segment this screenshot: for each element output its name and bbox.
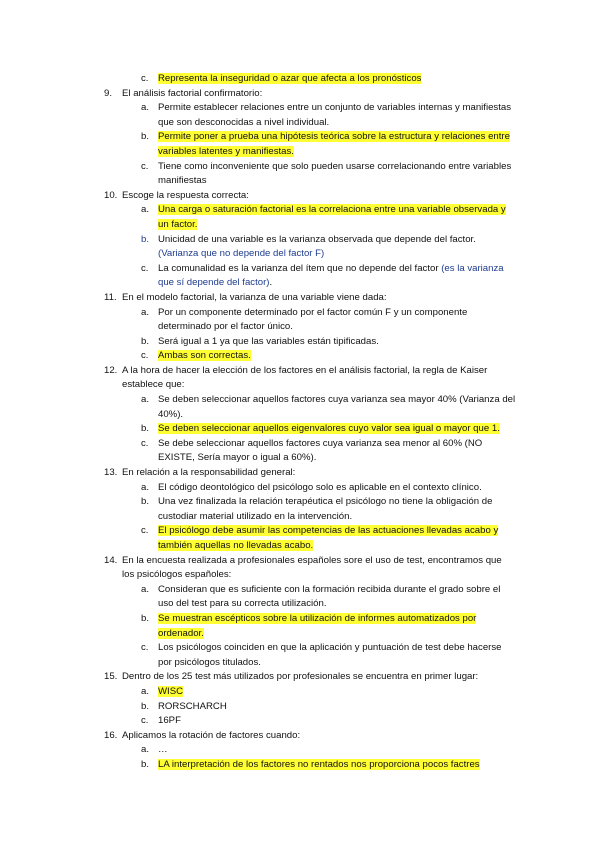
answer-option-highlighted xyxy=(141,758,516,773)
answer-text xyxy=(158,102,511,128)
option-text-segment: LA interpretación de los factores no rentados nos proporciona pocos factres xyxy=(158,758,480,770)
question-text: Dentro de los 25 test más utilizados por profesionales se encuentra en primer lugar: xyxy=(122,671,479,683)
question xyxy=(104,364,516,393)
option-letter: c. xyxy=(141,437,149,449)
option-text xyxy=(158,524,516,553)
answer-text xyxy=(158,307,467,333)
answer-text xyxy=(158,161,511,187)
option-text-segment: Una carga o saturación factorial es la correlaciona entre una variable observada y un factor. xyxy=(158,204,506,230)
option-text-segment: Ambas son correctas. xyxy=(158,350,251,362)
highlighted-answer-text xyxy=(158,613,476,639)
answer-option-highlighted xyxy=(141,203,516,232)
question xyxy=(104,729,516,744)
option-text-segment: La comunalidad es la varianza del ítem que no depende del factor xyxy=(158,262,442,274)
question-number: 11. xyxy=(104,291,117,303)
highlighted-answer-text xyxy=(158,204,506,230)
option-text xyxy=(158,262,516,291)
option-text-segment: Una vez finalizada la relación terapéutica el psicólogo no tiene la obligación de custodiar material utilizado en la intervención. xyxy=(158,496,493,522)
question-number: 12. xyxy=(104,364,118,376)
question xyxy=(104,466,516,481)
option-letter: b. xyxy=(141,612,150,624)
option-text-segment: Tiene como inconveniente que solo pueden usarse correlacionando entre variables manifiestas xyxy=(158,160,512,187)
answer-option xyxy=(141,481,516,496)
option-letter: b. xyxy=(141,423,150,435)
option-text-segment: Permite establecer relaciones entre un conjunto de variables internas y manifiestas que son desconocidas a nivel individual. xyxy=(158,102,512,128)
answer-option xyxy=(141,393,516,422)
option-letter: a. xyxy=(141,685,150,697)
answer-option-highlighted xyxy=(141,612,516,641)
answer-text xyxy=(158,642,501,668)
answer-option-highlighted xyxy=(141,72,516,87)
answer-text xyxy=(158,744,168,755)
question-text: En el modelo factorial, la varianza de una variable viene dada: xyxy=(122,291,387,303)
answer-option-highlighted xyxy=(141,685,516,700)
highlighted-answer-text xyxy=(158,73,421,84)
option-text-segment: El psicólogo debe asumir las competencias de las actuaciones llevadas acabo y también aquellas no llevadas acabo. xyxy=(158,525,499,551)
option-text-segment: RORSCHARCH xyxy=(158,700,227,712)
option-text-segment: Consideran que es suficiente con la formación recibida durante el grado sobre el uso del test para su correcta utilización. xyxy=(158,583,501,610)
answer-option xyxy=(141,714,516,729)
question-text: En relación a la responsabilidad general: xyxy=(122,467,296,479)
option-letter: c. xyxy=(141,73,149,84)
highlighted-answer-text xyxy=(158,686,183,697)
answer-option xyxy=(141,101,516,130)
option-text xyxy=(158,393,516,422)
option-text xyxy=(158,481,516,496)
answer-option xyxy=(141,306,516,335)
answer-option xyxy=(141,437,516,466)
answer-text xyxy=(158,482,482,493)
answer-option xyxy=(141,233,516,262)
option-text xyxy=(158,233,516,262)
answer-option-highlighted xyxy=(141,130,516,159)
option-text xyxy=(158,335,516,350)
option-text xyxy=(158,101,516,130)
option-text-segment: Permite poner a prueba una hipótesis teórica sobre la estructura y relaciones entre variables latentes y manifiestas. xyxy=(158,131,510,157)
answer-text xyxy=(158,715,181,726)
option-text-segment: 16PF xyxy=(158,715,181,727)
option-letter: a. xyxy=(141,204,150,216)
option-letter: b. xyxy=(141,758,150,770)
answer-option xyxy=(141,262,516,291)
answer-option xyxy=(141,335,516,350)
option-text xyxy=(158,743,516,758)
highlighted-answer-text xyxy=(158,759,480,770)
option-text-segment: Por un componente determinado por el factor común F y un componente determinado por el factor único. xyxy=(158,306,468,333)
option-text-segment: Se debe seleccionar aquellos factores cuya varianza sea menor al 60% (NO EXISTE, Sería mayor o igual a 60%). xyxy=(158,437,483,464)
option-text-segment: El código deontológico del psicólogo solo es aplicable en el contexto clínico. xyxy=(158,481,482,493)
option-text-segment: Se deben seleccionar aquellos factores cuya varianza sea mayor 40% (Varianza del 40%). xyxy=(158,394,516,420)
option-letter: a. xyxy=(141,102,150,114)
highlighted-answer-text xyxy=(158,350,251,361)
option-text xyxy=(158,72,516,87)
question xyxy=(104,670,516,685)
option-letter: c. xyxy=(141,715,149,727)
question-text: El análisis factorial confirmatorio: xyxy=(122,87,263,99)
answer-option-highlighted xyxy=(141,422,516,437)
option-letter: b. xyxy=(141,131,150,143)
question-number: 10. xyxy=(104,189,118,201)
question xyxy=(104,87,516,102)
answer-text xyxy=(158,263,504,289)
answer-text xyxy=(158,336,379,347)
option-text xyxy=(158,685,516,700)
option-letter: c. xyxy=(141,350,149,362)
question-number: 16. xyxy=(104,729,118,741)
highlighted-answer-text xyxy=(158,525,498,551)
answer-text xyxy=(158,394,515,420)
answer-text xyxy=(158,234,476,260)
option-letter: c. xyxy=(141,160,149,172)
option-letter: b. xyxy=(141,335,150,347)
answer-option-highlighted xyxy=(141,349,516,364)
option-text xyxy=(158,700,516,715)
answer-text xyxy=(158,584,500,610)
answer-option xyxy=(141,583,516,612)
option-letter: a. xyxy=(141,394,150,406)
answer-text xyxy=(158,701,227,712)
option-text xyxy=(158,583,516,612)
option-letter: a. xyxy=(141,583,150,595)
option-letter: a. xyxy=(141,306,150,318)
option-text xyxy=(158,758,516,773)
option-text-segment: Se deben seleccionar aquellos eigenvalores cuyo valor sea igual o mayor que 1. xyxy=(158,423,500,435)
option-letter: c. xyxy=(141,525,149,537)
answer-text xyxy=(158,496,492,522)
exam-question-list xyxy=(104,72,516,773)
answer-option xyxy=(141,160,516,189)
option-text-segment: Unicidad de una variable es la varianza observada que depende del factor. xyxy=(158,233,476,245)
option-letter: a. xyxy=(141,744,150,756)
answer-option xyxy=(141,641,516,670)
question-number: 14. xyxy=(104,554,118,566)
question-text: A la hora de hacer la elección de los factores en el análisis factorial, la regla de Kaiser establece que: xyxy=(122,364,488,391)
question-text: Aplicamos la rotación de factores cuando: xyxy=(122,729,301,741)
option-letter: c. xyxy=(141,642,149,654)
answer-text xyxy=(158,438,482,464)
option-text xyxy=(158,495,516,524)
option-text-segment: WISC xyxy=(158,685,184,697)
option-text-segment: Se muestran escépticos sobre la utilización de informes automatizados por ordenador. xyxy=(158,612,477,639)
question xyxy=(104,291,516,306)
option-text-segment: Será igual a 1 ya que las variables están tipificadas. xyxy=(158,335,379,347)
answer-option xyxy=(141,495,516,524)
option-text xyxy=(158,160,516,189)
option-text xyxy=(158,422,516,437)
option-text-segment: . xyxy=(269,277,273,289)
option-text-segment: Los psicólogos coinciden en que la aplicación y puntuación de test debe hacerse por psicólogos titulados. xyxy=(158,642,502,668)
question-text: Escoge la respuesta correcta: xyxy=(122,189,249,201)
option-text xyxy=(158,612,516,641)
highlighted-answer-text xyxy=(158,423,500,434)
option-text-segment: Representa la inseguridad o azar que afecta a los pronósticos xyxy=(158,73,422,84)
option-text xyxy=(158,130,516,159)
option-letter: b. xyxy=(141,496,150,508)
correction-note: (es la varianza que sí depende del factor) xyxy=(158,262,504,289)
question-number: 13. xyxy=(104,467,118,479)
option-text xyxy=(158,714,516,729)
option-text xyxy=(158,306,516,335)
question-text: En la encuesta realizada a profesionales españoles sore el uso de test, encontramos que los psicólogos españoles: xyxy=(122,554,502,581)
option-text xyxy=(158,349,516,364)
question xyxy=(104,189,516,204)
option-text xyxy=(158,641,516,670)
question-number: 9. xyxy=(104,87,113,99)
option-text xyxy=(158,203,516,232)
option-letter: b. xyxy=(141,700,150,712)
answer-option-highlighted xyxy=(141,524,516,553)
option-letter: b. xyxy=(141,233,150,245)
question-number: 15. xyxy=(104,671,118,683)
option-letter: a. xyxy=(141,481,150,493)
answer-option xyxy=(141,743,516,758)
option-text xyxy=(158,437,516,466)
answer-option xyxy=(141,700,516,715)
question xyxy=(104,554,516,583)
option-letter: c. xyxy=(141,262,149,274)
correction-note: (Varianza que no depende del factor F) xyxy=(158,248,325,260)
option-text-segment: … xyxy=(158,744,168,756)
highlighted-answer-text xyxy=(158,131,510,157)
